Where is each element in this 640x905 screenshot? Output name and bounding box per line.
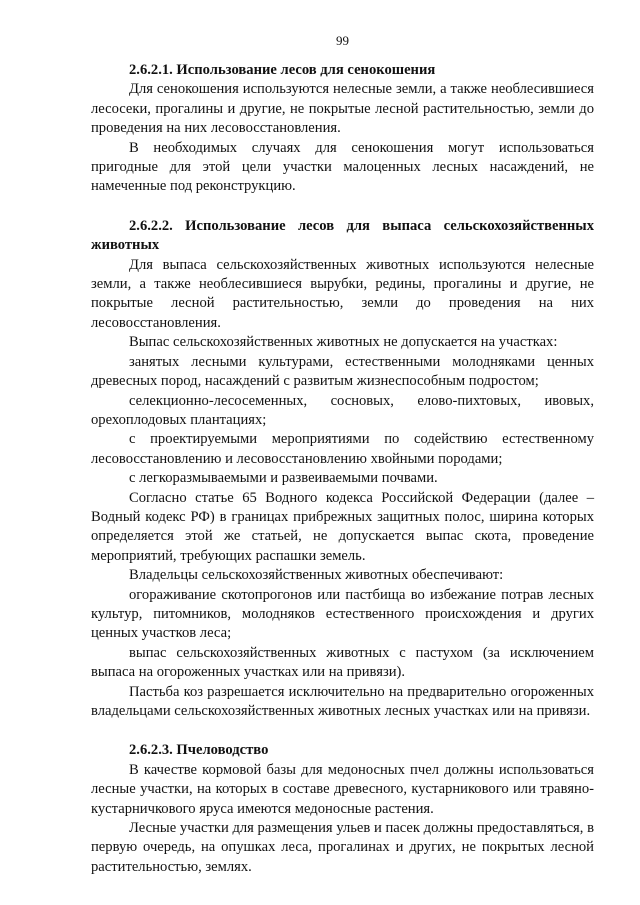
paragraph: В качестве кормовой базы для медоносных пчел должны использоваться лесные участки, на которых в составе древесного, кустарникового или травяно-кустарничкового яруса имеются медоносные растения. [91, 761, 594, 817]
paragraph: Выпас сельскохозяйственных животных не допускается на участках: [129, 334, 558, 351]
list-item: селекционно-лесосеменных, сосновых, елово-пихтовых, ивовых, орехоплодовых плантациях; [91, 392, 594, 428]
section-heading: 2.6.2.2. Использование лесов для выпаса сельскохозяйственных животных [91, 217, 594, 254]
page-number: 99 [336, 33, 349, 48]
section-beekeeping [91, 741, 594, 877]
paragraph: Владельцы сельскохозяйственных животных обеспечивают: [129, 567, 504, 584]
list-item: с легкоразмываемыми и развеиваемыми почвами. [129, 470, 438, 487]
section-spacer [91, 721, 594, 741]
paragraph: Лесные участки для размещения ульев и пасек должны предоставляться, в первую очередь, на опушках леса, прогалинах и других, не покрытых лесной растительностью, землях. [91, 820, 594, 875]
paragraph: Пастьба коз разрешается исключительно на предварительно огороженных владельцами сельскохозяйственных животных лесных участках или на привязи. [91, 683, 594, 719]
section-heading: 2.6.2.3. Пчеловодство [129, 742, 269, 759]
list-item: выпас сельскохозяйственных животных с пастухом (за исключением выпаса на огороженных участках или на привязи). [91, 644, 594, 681]
paragraph: Для сенокошения используются нелесные земли, а также необлесившиеся лесосеки, прогалины и другие, не покрытые лесной растительностью, земли до проведения на них лесовосстановления. [91, 81, 594, 137]
paragraph: Для выпаса сельскохозяйственных животных используются нелесные земли, а также необлесившиеся вырубки, редины, прогалины и другие, не покрытые лесной растительностью, земли до проведения на них лесовосстановления. [91, 256, 594, 331]
list-item: занятых лесными культурами, естественными молодняками ценных древесных пород, насаждений с развитым жизнеспособным подростом; [91, 353, 594, 390]
section-heading: 2.6.2.1. Использование лесов для сенокошения [129, 62, 436, 78]
list-item: с проектируемыми мероприятиями по содействию естественному лесовосстановлению и лесовосстановлению хвойными породами; [91, 431, 594, 467]
paragraph: В необходимых случаях для сенокошения могут использоваться пригодные для этой цели участки малоценных лесных насаждений, не намеченные под реконструкцию. [91, 139, 594, 195]
section-spacer [91, 197, 594, 217]
section-hay-mowing [91, 61, 594, 197]
section-livestock-grazing [91, 217, 594, 722]
list-item: огораживание скотопрогонов или пастбища во избежание потрав лесных культур, питомников, молодняков естественного происхождения и других ценных участков леса; [91, 586, 594, 642]
paragraph: Согласно статье 65 Водного кодекса Российской Федерации (далее – Водный кодекс РФ) в границах прибрежных защитных полос, ширина которых определяется этой же статьей, не допускается выпас скота, проведение мероприятий, требующих распашки земель. [91, 489, 594, 564]
